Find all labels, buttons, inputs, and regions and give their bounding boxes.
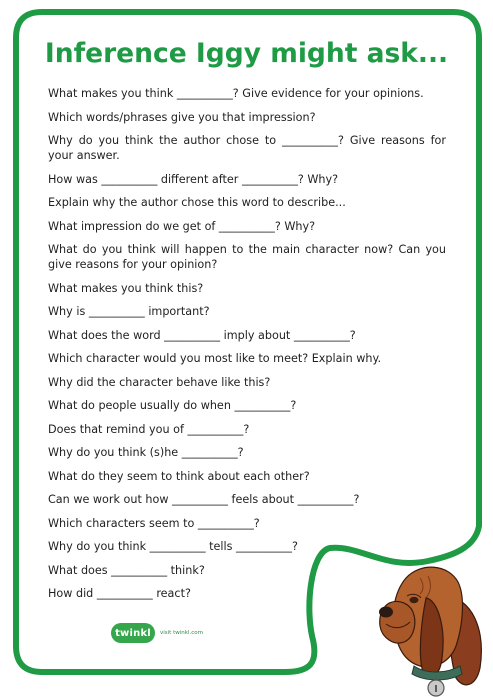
question-item: What do you think will happen to the main character now? Can you give reasons for your opinion? [48, 243, 446, 271]
question-item: Why do you think (s)he __________? [48, 446, 244, 459]
question-item: What do they seem to think about each other? [48, 469, 310, 483]
question-item: What do people usually do when __________? [48, 399, 297, 412]
question-item: How did __________ react? [48, 587, 191, 600]
question-item: Which character would you most like to meet? Explain why. [48, 352, 382, 365]
question-item: Which characters seem to __________? [48, 516, 260, 530]
question-item: What impression do we get of __________? Why? [48, 219, 316, 233]
question-item: What makes you think this? [48, 281, 204, 295]
question-item: Why do you think the author chose to __________? Give reasons for your answer. [48, 134, 446, 162]
footer [111, 622, 203, 644]
question-item: Can we work out how __________ feels about __________? [48, 493, 360, 506]
question-item: Why did the character behave like this? [48, 375, 271, 389]
question-item: Explain why the author chose this word to describe... [48, 196, 346, 209]
site-link[interactable]: visit twinkl.com [160, 630, 203, 636]
bloodhound-dog-icon [376, 558, 493, 697]
question-item: How was __________ different after __________? Why? [48, 172, 339, 186]
question-list [48, 86, 446, 610]
page-title: Inference Iggy might ask... [44, 38, 449, 69]
question-item: Why do you think __________ tells __________? [48, 540, 298, 553]
svg-text:I: I [434, 684, 438, 695]
question-item: Why is __________ important? [48, 305, 210, 318]
question-item: Which words/phrases give you that impression? [48, 110, 316, 124]
twinkl-logo[interactable]: twinkl [111, 623, 155, 643]
question-item: What does __________ think? [48, 563, 205, 577]
question-item: What does the word __________ imply about __________? [48, 328, 356, 342]
question-item: What makes you think __________? Give evidence for your opinions. [48, 87, 424, 100]
question-item: Does that remind you of __________? [48, 422, 250, 436]
